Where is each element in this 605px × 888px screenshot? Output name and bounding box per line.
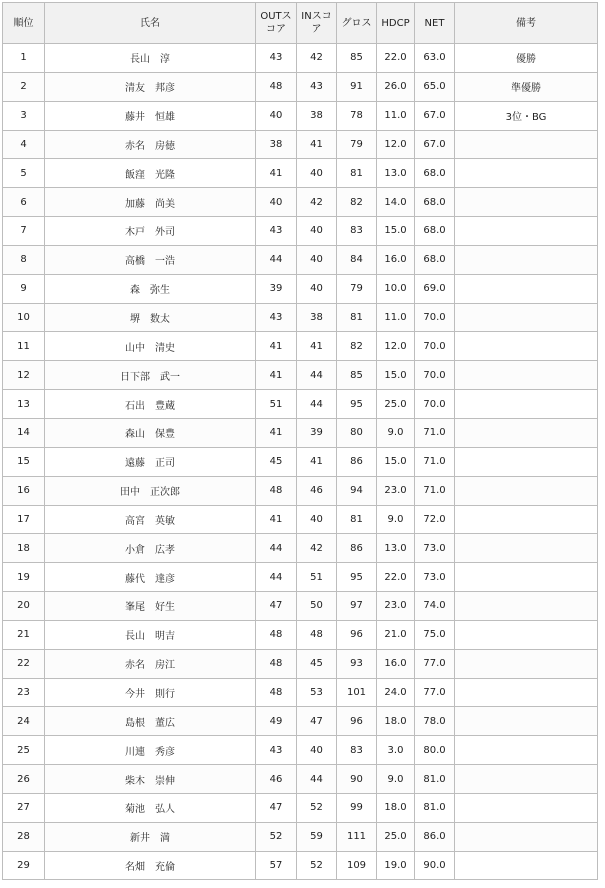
name-cell: 峯尾 好生 — [45, 592, 256, 621]
hdcp-cell: 11.0 — [377, 303, 415, 332]
net-cell: 68.0 — [415, 159, 455, 188]
table-row — [3, 245, 598, 274]
hdcp-cell: 13.0 — [377, 534, 415, 563]
out-score-cell: 48 — [256, 620, 297, 649]
rank-cell: 29 — [3, 851, 45, 880]
remarks-cell — [455, 303, 598, 332]
out-score-cell: 43 — [256, 303, 297, 332]
rank-cell: 23 — [3, 678, 45, 707]
rank-cell: 4 — [3, 130, 45, 159]
out-score-cell: 48 — [256, 476, 297, 505]
remarks-cell — [455, 159, 598, 188]
out-score-cell: 57 — [256, 851, 297, 880]
hdcp-cell: 12.0 — [377, 130, 415, 159]
gross-cell: 81 — [337, 505, 377, 534]
hdcp-cell: 16.0 — [377, 649, 415, 678]
hdcp-cell: 22.0 — [377, 44, 415, 73]
results-table — [2, 2, 598, 880]
header-net: NET — [415, 3, 455, 44]
table-row — [3, 822, 598, 851]
out-score-cell: 48 — [256, 678, 297, 707]
name-cell: 飯窪 光隆 — [45, 159, 256, 188]
out-score-cell: 43 — [256, 736, 297, 765]
in-score-cell: 52 — [297, 793, 337, 822]
out-score-cell: 41 — [256, 505, 297, 534]
in-score-cell: 43 — [297, 72, 337, 101]
name-cell: 新井 満 — [45, 822, 256, 851]
remarks-cell — [455, 765, 598, 794]
out-score-cell: 47 — [256, 793, 297, 822]
in-score-cell: 40 — [297, 505, 337, 534]
remarks-cell: 3位・BG — [455, 101, 598, 130]
table-row — [3, 534, 598, 563]
hdcp-cell: 16.0 — [377, 245, 415, 274]
rank-cell: 18 — [3, 534, 45, 563]
rank-cell: 10 — [3, 303, 45, 332]
name-cell: 高橋 一浩 — [45, 245, 256, 274]
rank-cell: 15 — [3, 447, 45, 476]
net-cell: 80.0 — [415, 736, 455, 765]
net-cell: 68.0 — [415, 245, 455, 274]
name-cell: 山中 清史 — [45, 332, 256, 361]
in-score-cell: 53 — [297, 678, 337, 707]
in-score-cell: 38 — [297, 303, 337, 332]
gross-cell: 95 — [337, 563, 377, 592]
hdcp-cell: 3.0 — [377, 736, 415, 765]
gross-cell: 97 — [337, 592, 377, 621]
hdcp-cell: 15.0 — [377, 361, 415, 390]
hdcp-cell: 21.0 — [377, 620, 415, 649]
net-cell: 86.0 — [415, 822, 455, 851]
table-row — [3, 217, 598, 246]
header-hdcp: HDCP — [377, 3, 415, 44]
hdcp-cell: 15.0 — [377, 217, 415, 246]
table-row — [3, 361, 598, 390]
in-score-cell: 42 — [297, 44, 337, 73]
remarks-cell — [455, 130, 598, 159]
gross-cell: 109 — [337, 851, 377, 880]
gross-cell: 90 — [337, 765, 377, 794]
rank-cell: 13 — [3, 390, 45, 419]
gross-cell: 96 — [337, 620, 377, 649]
remarks-cell — [455, 447, 598, 476]
hdcp-cell: 19.0 — [377, 851, 415, 880]
net-cell: 73.0 — [415, 563, 455, 592]
remarks-cell — [455, 620, 598, 649]
gross-cell: 111 — [337, 822, 377, 851]
name-cell: 田中 正次郎 — [45, 476, 256, 505]
hdcp-cell: 24.0 — [377, 678, 415, 707]
remarks-cell — [455, 245, 598, 274]
out-score-cell: 49 — [256, 707, 297, 736]
remarks-cell — [455, 678, 598, 707]
net-cell: 81.0 — [415, 765, 455, 794]
name-cell: 今井 則行 — [45, 678, 256, 707]
rank-cell: 1 — [3, 44, 45, 73]
in-score-cell: 40 — [297, 274, 337, 303]
in-score-cell: 40 — [297, 736, 337, 765]
in-score-cell: 40 — [297, 217, 337, 246]
remarks-cell — [455, 390, 598, 419]
name-cell: 柴木 崇伸 — [45, 765, 256, 794]
out-score-cell: 41 — [256, 159, 297, 188]
rank-cell: 27 — [3, 793, 45, 822]
out-score-cell: 43 — [256, 44, 297, 73]
rank-cell: 24 — [3, 707, 45, 736]
rank-cell: 17 — [3, 505, 45, 534]
name-cell: 藤井 恒雄 — [45, 101, 256, 130]
rank-cell: 2 — [3, 72, 45, 101]
net-cell: 68.0 — [415, 188, 455, 217]
name-cell: 菊池 弘人 — [45, 793, 256, 822]
in-score-cell: 46 — [297, 476, 337, 505]
net-cell: 67.0 — [415, 101, 455, 130]
remarks-cell — [455, 793, 598, 822]
in-score-cell: 44 — [297, 765, 337, 794]
rank-cell: 12 — [3, 361, 45, 390]
rank-cell: 7 — [3, 217, 45, 246]
rank-cell: 26 — [3, 765, 45, 794]
table-row — [3, 649, 598, 678]
hdcp-cell: 12.0 — [377, 332, 415, 361]
gross-cell: 86 — [337, 447, 377, 476]
hdcp-cell: 25.0 — [377, 822, 415, 851]
header-rank: 順位 — [3, 3, 45, 44]
rank-cell: 9 — [3, 274, 45, 303]
rank-cell: 22 — [3, 649, 45, 678]
name-cell: 小倉 広孝 — [45, 534, 256, 563]
table-row — [3, 332, 598, 361]
hdcp-cell: 18.0 — [377, 707, 415, 736]
rank-cell: 19 — [3, 563, 45, 592]
net-cell: 63.0 — [415, 44, 455, 73]
gross-cell: 84 — [337, 245, 377, 274]
remarks-cell — [455, 707, 598, 736]
in-score-cell: 59 — [297, 822, 337, 851]
out-score-cell: 48 — [256, 649, 297, 678]
table-row — [3, 592, 598, 621]
table-row — [3, 44, 598, 73]
hdcp-cell: 10.0 — [377, 274, 415, 303]
table-row — [3, 765, 598, 794]
in-score-cell: 44 — [297, 361, 337, 390]
table-row — [3, 736, 598, 765]
table-row — [3, 620, 598, 649]
rank-cell: 28 — [3, 822, 45, 851]
remarks-cell — [455, 505, 598, 534]
hdcp-cell: 9.0 — [377, 505, 415, 534]
gross-cell: 95 — [337, 390, 377, 419]
name-cell: 森 弥生 — [45, 274, 256, 303]
gross-cell: 79 — [337, 274, 377, 303]
in-score-cell: 51 — [297, 563, 337, 592]
remarks-cell — [455, 822, 598, 851]
name-cell: 日下部 武一 — [45, 361, 256, 390]
in-score-cell: 48 — [297, 620, 337, 649]
header-out-score: OUTスコア — [256, 3, 297, 44]
remarks-cell — [455, 418, 598, 447]
remarks-cell: 優勝 — [455, 44, 598, 73]
remarks-cell — [455, 534, 598, 563]
gross-cell: 91 — [337, 72, 377, 101]
gross-cell: 96 — [337, 707, 377, 736]
table-row — [3, 390, 598, 419]
net-cell: 72.0 — [415, 505, 455, 534]
out-score-cell: 45 — [256, 447, 297, 476]
out-score-cell: 41 — [256, 361, 297, 390]
in-score-cell: 40 — [297, 245, 337, 274]
table-row — [3, 72, 598, 101]
header-row — [3, 3, 598, 44]
table-row — [3, 707, 598, 736]
out-score-cell: 48 — [256, 72, 297, 101]
remarks-cell — [455, 188, 598, 217]
in-score-cell: 39 — [297, 418, 337, 447]
net-cell: 73.0 — [415, 534, 455, 563]
table-row — [3, 563, 598, 592]
net-cell: 81.0 — [415, 793, 455, 822]
rank-cell: 3 — [3, 101, 45, 130]
rank-cell: 6 — [3, 188, 45, 217]
table-row — [3, 476, 598, 505]
name-cell: 赤名 房江 — [45, 649, 256, 678]
hdcp-cell: 11.0 — [377, 101, 415, 130]
in-score-cell: 42 — [297, 534, 337, 563]
out-score-cell: 44 — [256, 245, 297, 274]
in-score-cell: 47 — [297, 707, 337, 736]
gross-cell: 93 — [337, 649, 377, 678]
name-cell: 長山 淳 — [45, 44, 256, 73]
out-score-cell: 40 — [256, 188, 297, 217]
hdcp-cell: 9.0 — [377, 765, 415, 794]
header-in-score: INスコア — [297, 3, 337, 44]
out-score-cell: 39 — [256, 274, 297, 303]
gross-cell: 83 — [337, 736, 377, 765]
remarks-cell — [455, 476, 598, 505]
table-row — [3, 130, 598, 159]
in-score-cell: 50 — [297, 592, 337, 621]
table-row — [3, 851, 598, 880]
remarks-cell — [455, 361, 598, 390]
table-row — [3, 303, 598, 332]
net-cell: 71.0 — [415, 447, 455, 476]
net-cell: 70.0 — [415, 390, 455, 419]
in-score-cell: 38 — [297, 101, 337, 130]
gross-cell: 83 — [337, 217, 377, 246]
hdcp-cell: 23.0 — [377, 476, 415, 505]
table-row — [3, 274, 598, 303]
hdcp-cell: 9.0 — [377, 418, 415, 447]
hdcp-cell: 18.0 — [377, 793, 415, 822]
net-cell: 77.0 — [415, 649, 455, 678]
name-cell: 木戸 外司 — [45, 217, 256, 246]
net-cell: 69.0 — [415, 274, 455, 303]
remarks-cell — [455, 851, 598, 880]
out-score-cell: 51 — [256, 390, 297, 419]
gross-cell: 94 — [337, 476, 377, 505]
name-cell: 清友 邦彦 — [45, 72, 256, 101]
name-cell: 堺 数太 — [45, 303, 256, 332]
name-cell: 川連 秀彦 — [45, 736, 256, 765]
gross-cell: 78 — [337, 101, 377, 130]
out-score-cell: 43 — [256, 217, 297, 246]
net-cell: 70.0 — [415, 332, 455, 361]
gross-cell: 79 — [337, 130, 377, 159]
table-row — [3, 159, 598, 188]
out-score-cell: 40 — [256, 101, 297, 130]
in-score-cell: 41 — [297, 447, 337, 476]
hdcp-cell: 23.0 — [377, 592, 415, 621]
out-score-cell: 46 — [256, 765, 297, 794]
net-cell: 70.0 — [415, 303, 455, 332]
in-score-cell: 45 — [297, 649, 337, 678]
name-cell: 長山 明吉 — [45, 620, 256, 649]
header-name: 氏名 — [45, 3, 256, 44]
in-score-cell: 42 — [297, 188, 337, 217]
net-cell: 65.0 — [415, 72, 455, 101]
name-cell: 森山 保豊 — [45, 418, 256, 447]
out-score-cell: 44 — [256, 534, 297, 563]
gross-cell: 101 — [337, 678, 377, 707]
rank-cell: 21 — [3, 620, 45, 649]
hdcp-cell: 15.0 — [377, 447, 415, 476]
out-score-cell: 47 — [256, 592, 297, 621]
name-cell: 島根 董広 — [45, 707, 256, 736]
gross-cell: 86 — [337, 534, 377, 563]
in-score-cell: 40 — [297, 159, 337, 188]
hdcp-cell: 26.0 — [377, 72, 415, 101]
in-score-cell: 41 — [297, 332, 337, 361]
gross-cell: 99 — [337, 793, 377, 822]
rank-cell: 20 — [3, 592, 45, 621]
net-cell: 68.0 — [415, 217, 455, 246]
out-score-cell: 44 — [256, 563, 297, 592]
out-score-cell: 41 — [256, 332, 297, 361]
net-cell: 74.0 — [415, 592, 455, 621]
net-cell: 77.0 — [415, 678, 455, 707]
in-score-cell: 44 — [297, 390, 337, 419]
gross-cell: 82 — [337, 332, 377, 361]
net-cell: 90.0 — [415, 851, 455, 880]
out-score-cell: 38 — [256, 130, 297, 159]
table-row — [3, 793, 598, 822]
gross-cell: 81 — [337, 159, 377, 188]
gross-cell: 80 — [337, 418, 377, 447]
header-remarks: 備考 — [455, 3, 598, 44]
name-cell: 赤名 房徳 — [45, 130, 256, 159]
table-row — [3, 678, 598, 707]
in-score-cell: 52 — [297, 851, 337, 880]
out-score-cell: 52 — [256, 822, 297, 851]
gross-cell: 85 — [337, 361, 377, 390]
net-cell: 71.0 — [415, 418, 455, 447]
remarks-cell — [455, 736, 598, 765]
rank-cell: 11 — [3, 332, 45, 361]
gross-cell: 81 — [337, 303, 377, 332]
net-cell: 70.0 — [415, 361, 455, 390]
remarks-cell — [455, 332, 598, 361]
table-row — [3, 188, 598, 217]
rank-cell: 8 — [3, 245, 45, 274]
net-cell: 78.0 — [415, 707, 455, 736]
in-score-cell: 41 — [297, 130, 337, 159]
remarks-cell — [455, 274, 598, 303]
table-row — [3, 101, 598, 130]
rank-cell: 5 — [3, 159, 45, 188]
net-cell: 75.0 — [415, 620, 455, 649]
table-row — [3, 447, 598, 476]
remarks-cell — [455, 563, 598, 592]
net-cell: 67.0 — [415, 130, 455, 159]
rank-cell: 14 — [3, 418, 45, 447]
hdcp-cell: 25.0 — [377, 390, 415, 419]
table-row — [3, 505, 598, 534]
gross-cell: 82 — [337, 188, 377, 217]
rank-cell: 25 — [3, 736, 45, 765]
name-cell: 藤代 達彦 — [45, 563, 256, 592]
rank-cell: 16 — [3, 476, 45, 505]
hdcp-cell: 22.0 — [377, 563, 415, 592]
remarks-cell — [455, 649, 598, 678]
name-cell: 名畑 充倫 — [45, 851, 256, 880]
table-row — [3, 418, 598, 447]
name-cell: 遠藤 正司 — [45, 447, 256, 476]
gross-cell: 85 — [337, 44, 377, 73]
name-cell: 加藤 尚美 — [45, 188, 256, 217]
out-score-cell: 41 — [256, 418, 297, 447]
name-cell: 石出 豊蔵 — [45, 390, 256, 419]
remarks-cell: 準優勝 — [455, 72, 598, 101]
hdcp-cell: 13.0 — [377, 159, 415, 188]
net-cell: 71.0 — [415, 476, 455, 505]
remarks-cell — [455, 592, 598, 621]
hdcp-cell: 14.0 — [377, 188, 415, 217]
remarks-cell — [455, 217, 598, 246]
header-gross: グロス — [337, 3, 377, 44]
name-cell: 高宮 英敏 — [45, 505, 256, 534]
